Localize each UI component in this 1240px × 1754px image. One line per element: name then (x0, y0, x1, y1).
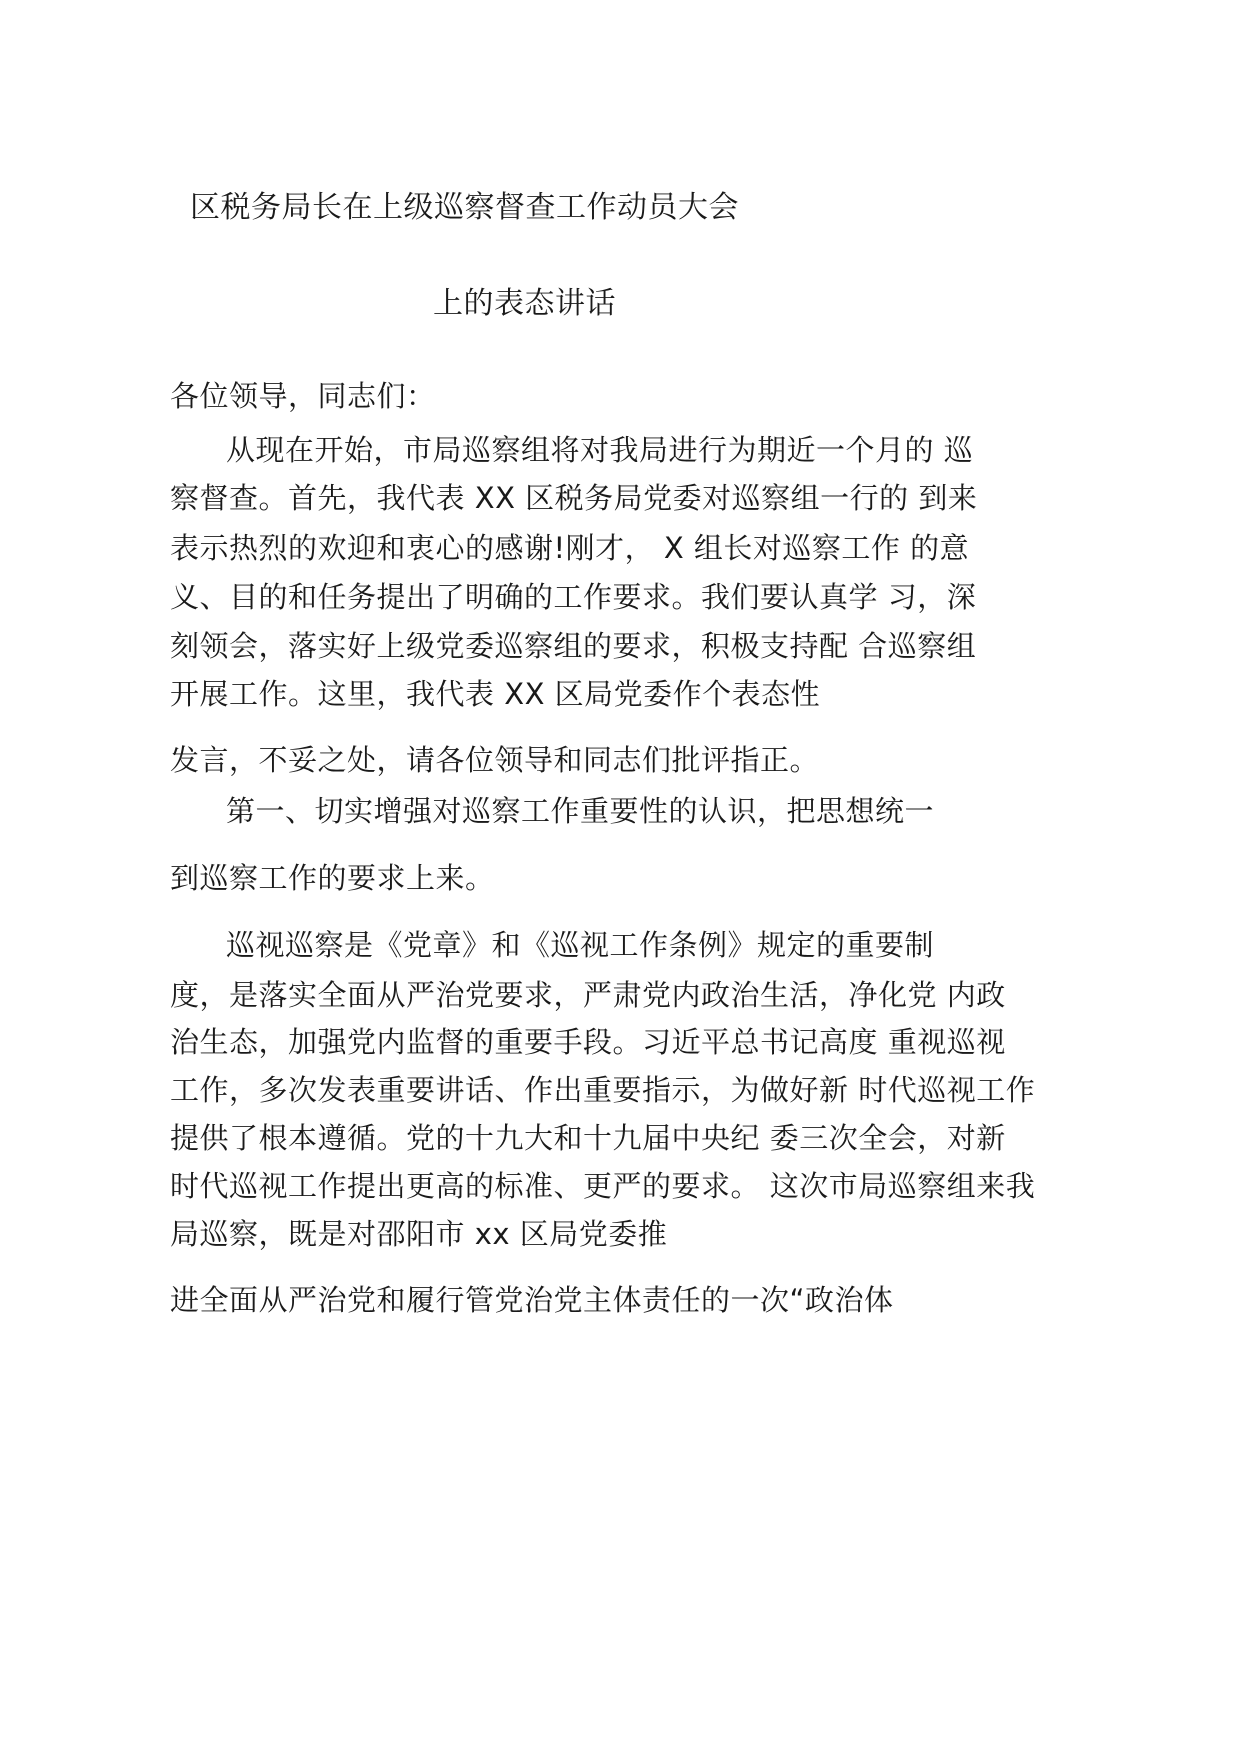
paragraph-1-line-6: 开展工作。这里，我代表 XX 区局党委作个表态性 (170, 677, 821, 711)
paragraph-2-line-4: 工作，多次发表重要讲话、作出重要指示，为做好新 时代巡视工作 (170, 1073, 1036, 1107)
paragraph-1-line-5: 刻领会，落实好上级党委巡察组的要求，积极支持配 合巡察组 (170, 629, 977, 663)
document-title-line-1: 区税务局长在上级巡察督查工作动员大会 (190, 190, 739, 225)
paragraph-1-line-7: 发言，不妥之处，请各位领导和同志们批评指正。 (170, 743, 820, 777)
paragraph-2-line-5: 提供了根本遵循。党的十九大和十九届中央纪 委三次全会，对新 (170, 1121, 1006, 1155)
paragraph-2-line-6: 时代巡视工作提出更高的标准、更严的要求。 这次市局巡察组来我 (170, 1169, 1036, 1203)
paragraph-1-line-4: 义、目的和任务提出了明确的工作要求。我们要认真学 习，深 (170, 580, 977, 614)
paragraph-2-line-7: 局巡察，既是对邵阳市 xx 区局党委推 (170, 1217, 668, 1251)
section-1-heading-line-1: 第一、切实增强对巡察工作重要性的认识，把思想统一 (226, 794, 935, 828)
paragraph-2-line-1: 巡视巡察是《党章》和《巡视工作条例》规定的重要制 (226, 928, 935, 962)
paragraph-1-line-1: 从现在开始，市局巡察组将对我局进行为期近一个月的 巡 (226, 433, 974, 467)
greeting: 各位领导，同志们： (170, 379, 436, 413)
paragraph-2-line-3: 治生态，加强党内监督的重要手段。习近平总书记高度 重视巡视 (170, 1025, 1006, 1059)
paragraph-2-line-8: 进全面从严治党和履行管党治党主体责任的一次“政治体 (170, 1283, 894, 1317)
paragraph-1-line-2: 察督查。首先，我代表 XX 区税务局党委对巡察组一行的 到来 (170, 481, 978, 515)
paragraph-2-line-2: 度，是落实全面从严治党要求，严肃党内政治生活，净化党 内政 (170, 978, 1006, 1012)
paragraph-1-line-3: 表示热烈的欢迎和衷心的感谢!刚才， X 组长对巡察工作 的意 (170, 531, 970, 565)
document-title-line-2: 上的表态讲话 (433, 286, 616, 321)
section-1-heading-line-2: 到巡察工作的要求上来。 (170, 861, 495, 895)
